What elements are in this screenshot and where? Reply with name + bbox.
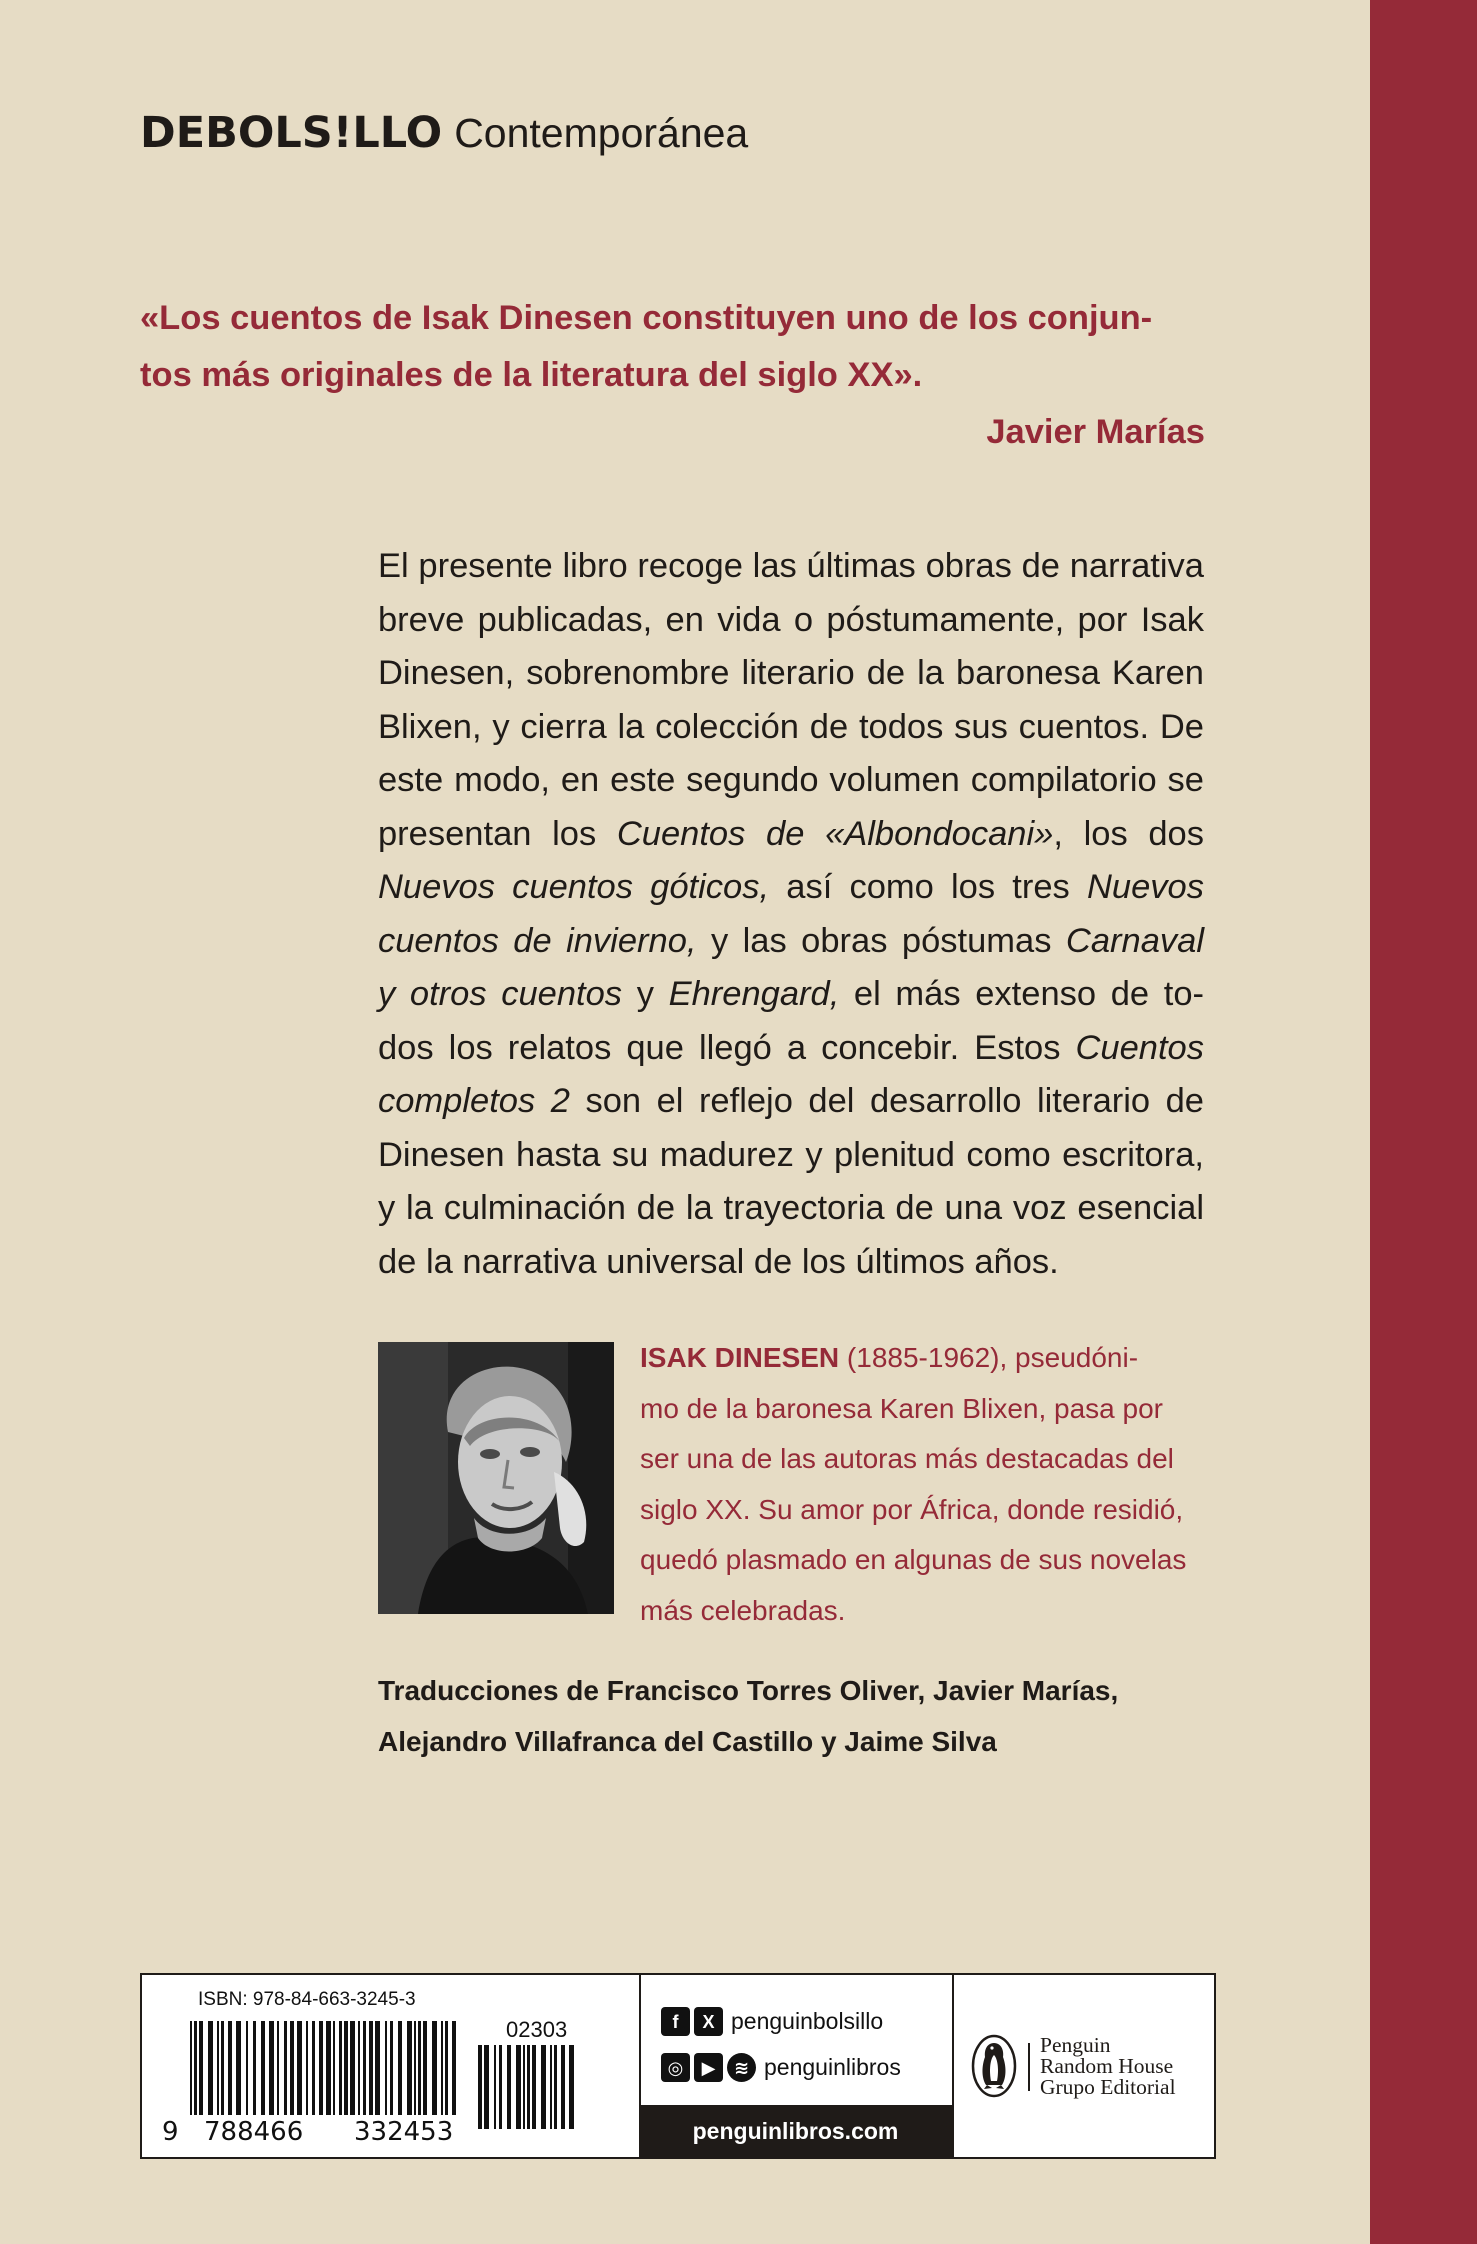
synopsis-line [378, 808, 1204, 862]
book-title: completos 2 [378, 1082, 570, 1120]
barcode-digit-group: 9 [162, 2117, 179, 2147]
barcode-bar [550, 2045, 552, 2129]
barcode-bar [277, 2021, 279, 2115]
synopsis-line: breve publicadas, en vida o póstumamente, por Isak [378, 600, 1204, 639]
barcode-panel [142, 1975, 641, 2157]
barcode-bar [261, 2021, 265, 2115]
book-title: Cuentos de «Albondocani» [616, 814, 1054, 853]
website-link[interactable]: penguinlibros.com [639, 2105, 952, 2157]
synopsis-text: son el reflejo del desarrollo literario de [569, 1082, 1204, 1120]
synopsis-text: presentan los [378, 814, 617, 853]
barcode-bar [375, 2021, 380, 2115]
barcode-digit-group: 788466 [204, 2117, 304, 2147]
info-box [140, 1973, 1216, 2159]
publisher-divider [1028, 2043, 1030, 2091]
barcode-bar [414, 2021, 416, 2115]
barcode-bar [312, 2021, 315, 2115]
barcode-bar [407, 2021, 412, 2115]
synopsis-text: así como los tres [769, 868, 1087, 906]
barcode-bar [194, 2021, 197, 2115]
x-icon[interactable]: X [694, 2007, 723, 2036]
barcode-bar [423, 2021, 427, 2115]
author-name: ISAK DINESEN [640, 1342, 840, 1373]
facebook-icon[interactable]: f [661, 2007, 690, 2036]
synopsis-line [378, 968, 1204, 1022]
barcode-bar [541, 2045, 546, 2129]
instagram-icon[interactable]: ◎ [661, 2053, 690, 2082]
social-handle[interactable]: penguinlibros [764, 2054, 901, 2080]
translators-line: Alejandro Villafranca del Castillo y Jaime Silva [378, 1725, 997, 1757]
author-photo [378, 1342, 614, 1614]
synopsis-line: y la culminación de la trayectoria de una voz esencial [378, 1189, 1204, 1227]
barcode-bar [561, 2045, 565, 2129]
synopsis-text: y [622, 975, 669, 1013]
quote-line: tos más originales de la literatura del siglo XX». [140, 356, 923, 394]
synopsis-text: dos los relatos que llegó a concebir. Estos [378, 1028, 1076, 1067]
quote-line: «Los cuentos de Isak Dinesen constituyen uno de los conjun- [140, 299, 1153, 337]
publisher-line: Grupo Editorial [1040, 2075, 1176, 2099]
barcode-bar [363, 2021, 366, 2115]
synopsis-line: este modo, en este segundo volumen compilatorio se [378, 761, 1204, 799]
barcode-bar [306, 2021, 308, 2115]
book-title: Nuevos [1087, 868, 1204, 906]
spine-band [1370, 0, 1477, 2244]
barcode-bar [290, 2021, 294, 2115]
barcode-bar [284, 2021, 287, 2115]
barcode-bar [369, 2021, 373, 2115]
barcode-bar [269, 2021, 274, 2115]
bio-text: (1885-1962), pseudóni- [839, 1342, 1139, 1373]
barcode-bar [398, 2021, 402, 2115]
barcode-bar [432, 2021, 437, 2115]
synopsis-text: el más extenso de to- [839, 975, 1204, 1013]
barcode-bar [199, 2021, 203, 2115]
translators-credit [378, 1666, 1218, 1767]
barcode-bar [390, 2021, 393, 2115]
synopsis-line [378, 861, 1204, 915]
synopsis-line [378, 915, 1204, 969]
book-title: Carnaval [1065, 921, 1204, 960]
social-panel [639, 1975, 954, 2157]
isbn-label: ISBN: 978-84-663-3245-3 [198, 1989, 416, 2010]
barcode-bar [333, 2021, 335, 2115]
translators-line: Traducciones de Francisco Torres Oliver, Javier Marías, [378, 1675, 1119, 1706]
publisher-line: Random House [1040, 2054, 1174, 2078]
bio-line: siglo XX. Su amor por África, donde residió, [640, 1493, 1184, 1525]
book-title: Cuentos [1075, 1028, 1204, 1067]
barcode-bar [319, 2021, 323, 2115]
barcode-bar [326, 2021, 331, 2115]
synopsis-line [378, 1022, 1204, 1076]
synopsis-line: Dinesen, sobrenombre literario de la baronesa Karen [378, 654, 1204, 692]
barcode-bar [532, 2045, 536, 2129]
barcode-bar [339, 2021, 342, 2115]
bio-line: ser una de las autoras más destacadas del [640, 1443, 1174, 1474]
book-title: Nuevos cuentos góticos, [378, 868, 770, 906]
book-title: cuentos de invierno, [378, 921, 697, 960]
barcode-bar [452, 2021, 456, 2115]
youtube-icon[interactable]: ▶ [694, 2053, 723, 2082]
barcode-bar [350, 2021, 355, 2115]
synopsis-line [378, 1075, 1204, 1129]
synopsis [378, 540, 1204, 1289]
synopsis-line: El presente libro recoge las últimas obras de narrativa [378, 547, 1204, 585]
synopsis-line: Dinesen hasta su madurez y plenitud como escritora, [378, 1135, 1204, 1174]
barcode-bar [478, 2045, 482, 2129]
book-title: Ehrengard, [668, 975, 840, 1013]
barcode-bar [499, 2045, 502, 2129]
barcode-bar [358, 2021, 360, 2115]
barcode-bar [569, 2045, 574, 2129]
barcode-bar [516, 2045, 521, 2129]
blurb-quote [140, 290, 1205, 461]
barcode-bar [221, 2021, 224, 2115]
barcode-bar [507, 2045, 511, 2129]
bio-line: mo de la baronesa Karen Blixen, pasa por [640, 1392, 1163, 1424]
barcode-bar [445, 2021, 448, 2115]
barcode-bar [527, 2045, 530, 2129]
publisher-panel [952, 1975, 1214, 2157]
quote-author: Javier Marías [986, 413, 1205, 451]
barcode-bar [208, 2021, 213, 2115]
synopsis-text: , los dos [1053, 814, 1204, 853]
barcode-bar [190, 2021, 192, 2115]
barcode-bar [236, 2021, 241, 2115]
penguin-logo-icon [970, 2033, 1018, 2099]
barcode-bar [494, 2045, 496, 2129]
bio-line: quedó plasmado en algunas de sus novelas [640, 1544, 1187, 1575]
collection-name: Contemporánea [454, 110, 749, 156]
author-portrait-illustration [378, 1342, 614, 1614]
barcode-bar [253, 2021, 256, 2115]
bio-line: más celebradas. [640, 1594, 846, 1626]
barcode-bar [297, 2021, 302, 2115]
synopsis-line: Blixen, y cierra la colección de todos sus cuentos. De [378, 707, 1204, 746]
barcode-digit-group: 332453 [354, 2117, 454, 2147]
publisher-name [1040, 2035, 1176, 2098]
publisher-line: Penguin [1040, 2033, 1111, 2057]
barcode-bar [385, 2021, 387, 2115]
spotify-icon[interactable]: ≋ [727, 2053, 756, 2082]
barcode-bar [523, 2045, 525, 2129]
social-handle[interactable]: penguinbolsillo [731, 2008, 884, 2034]
barcode-addon-number: 02303 [506, 2017, 568, 2042]
barcode-bar [228, 2021, 232, 2115]
synopsis-text: y las obras póstumas [696, 921, 1066, 960]
barcode-bar [246, 2021, 248, 2115]
barcode-bar [344, 2021, 348, 2115]
barcode-bar [554, 2045, 557, 2129]
series-header [140, 108, 748, 158]
barcode-bar [418, 2021, 421, 2115]
synopsis-line: de la narrativa universal de los últimos años. [378, 1242, 1059, 1281]
social-row-libros [661, 2053, 901, 2082]
barcode-bar [217, 2021, 219, 2115]
bio-line [640, 1333, 1205, 1384]
social-row-bolsillo [661, 2007, 883, 2036]
barcode-bar [484, 2045, 489, 2129]
book-title: y otros cuentos [378, 975, 623, 1013]
author-bio [640, 1333, 1205, 1636]
barcode-bar [441, 2021, 443, 2115]
publisher-logo: DEBOLS!LLO [140, 108, 443, 158]
